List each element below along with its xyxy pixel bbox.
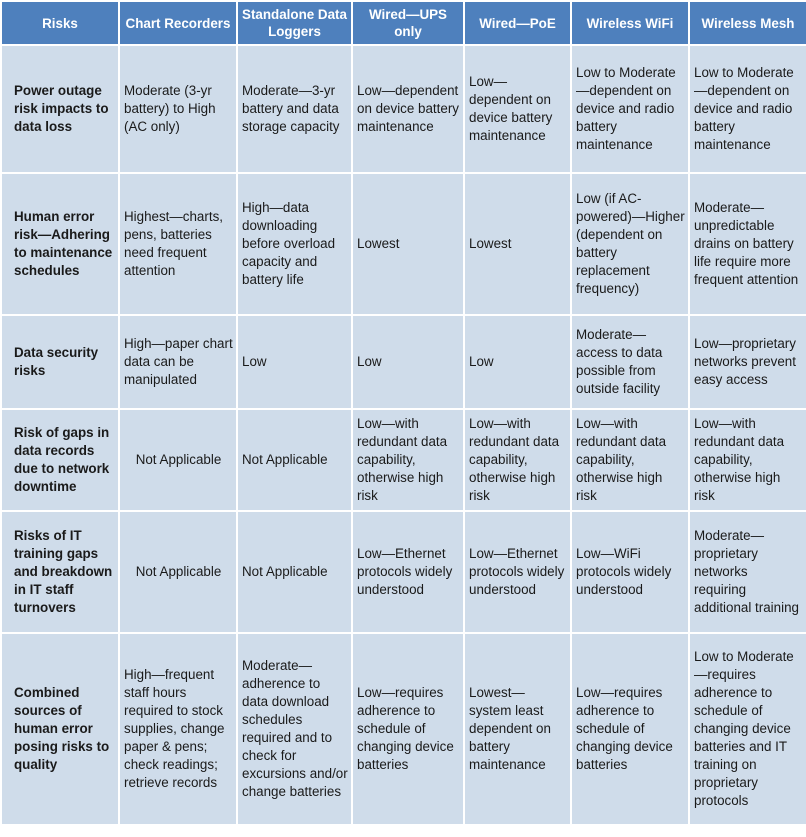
table-cell: Low (if AC-powered)—Higher (dependent on battery replacement frequency) <box>571 173 689 315</box>
row-header: Human error risk—Adhering to maintenance schedules <box>1 173 119 315</box>
table-cell: High—frequent staff hours required to stock supplies, change paper & pens; check readings; retrieve records <box>119 633 237 825</box>
header-risks: Risks <box>1 1 119 45</box>
table-cell: Low—requires adherence to schedule of changing device batteries <box>352 633 464 825</box>
header-row <box>1 1 806 45</box>
table-cell: Lowest <box>352 173 464 315</box>
table-cell: Low <box>352 315 464 409</box>
table-cell: Moderate—3-yr battery and data storage capacity <box>237 45 352 173</box>
table-cell: Low <box>464 315 571 409</box>
table-row <box>1 315 806 409</box>
table-cell: Low—proprietary networks prevent easy access <box>689 315 806 409</box>
header-wired-ups-only: Wired—UPS only <box>352 1 464 45</box>
table-cell: Low—with redundant data capability, otherwise high risk <box>689 409 806 511</box>
header-wireless-mesh: Wireless Mesh <box>689 1 806 45</box>
table-cell: Moderate—access to data possible from outside facility <box>571 315 689 409</box>
row-header: Power outage risk impacts to data loss <box>1 45 119 173</box>
table-cell: Lowest <box>464 173 571 315</box>
table-cell: Moderate—adherence to data download schedules required and to check for excursions and/or change batteries <box>237 633 352 825</box>
table-cell: Lowest—system least dependent on battery maintenance <box>464 633 571 825</box>
table-cell: Low <box>237 315 352 409</box>
row-header: Data security risks <box>1 315 119 409</box>
table-row <box>1 173 806 315</box>
table-cell: Low—dependent on device battery maintenance <box>352 45 464 173</box>
table-row <box>1 511 806 633</box>
table-cell: Low—requires adherence to schedule of changing device batteries <box>571 633 689 825</box>
header-wired-poe: Wired—PoE <box>464 1 571 45</box>
table-cell: Low—dependent on device battery maintenance <box>464 45 571 173</box>
table-cell: Low to Moderate—dependent on device and radio battery maintenance <box>689 45 806 173</box>
table-cell: Not Applicable <box>119 409 237 511</box>
table-cell: Low—Ethernet protocols widely understood <box>352 511 464 633</box>
table-cell: Not Applicable <box>237 511 352 633</box>
table-cell: Highest—charts, pens, batteries need frequent attention <box>119 173 237 315</box>
table-cell: Low to Moderate—requires adherence to schedule of changing device batteries and IT training on proprietary protocols <box>689 633 806 825</box>
table-cell: Low—with redundant data capability, otherwise high risk <box>464 409 571 511</box>
table-cell: Low—with redundant data capability, otherwise high risk <box>352 409 464 511</box>
table-cell: Not Applicable <box>119 511 237 633</box>
header-wireless-wifi: Wireless WiFi <box>571 1 689 45</box>
table-cell: Moderate—unpredictable drains on battery life require more frequent attention <box>689 173 806 315</box>
table-cell: Moderate (3-yr battery) to High (AC only) <box>119 45 237 173</box>
row-header: Risk of gaps in data records due to network downtime <box>1 409 119 511</box>
table-cell: High—data downloading before overload capacity and battery life <box>237 173 352 315</box>
table-cell: Low—with redundant data capability, otherwise high risk <box>571 409 689 511</box>
row-header: Risks of IT training gaps and breakdown in IT staff turnovers <box>1 511 119 633</box>
table-cell: Low—WiFi protocols widely understood <box>571 511 689 633</box>
table-cell: Moderate—proprietary networks requiring additional training <box>689 511 806 633</box>
table-row <box>1 633 806 825</box>
header-standalone-data-loggers: Standalone Data Loggers <box>237 1 352 45</box>
table-cell: Not Applicable <box>237 409 352 511</box>
table-cell: High—paper chart data can be manipulated <box>119 315 237 409</box>
table-row <box>1 409 806 511</box>
table-row <box>1 45 806 173</box>
header-chart-recorders: Chart Recorders <box>119 1 237 45</box>
table-cell: Low—Ethernet protocols widely understood <box>464 511 571 633</box>
row-header: Combined sources of human error posing risks to quality <box>1 633 119 825</box>
table-cell: Low to Moderate—dependent on device and radio battery maintenance <box>571 45 689 173</box>
